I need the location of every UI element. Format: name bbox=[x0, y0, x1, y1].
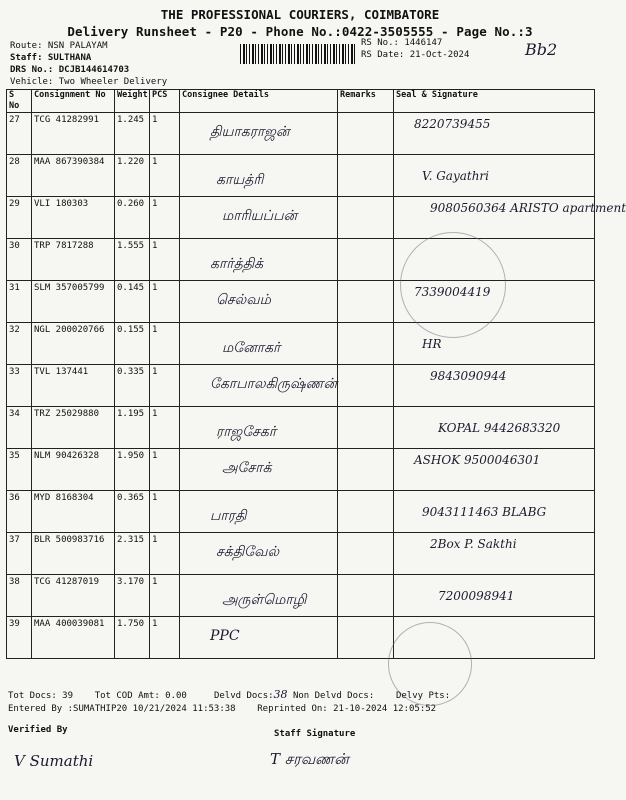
pcs-cell: 1 bbox=[150, 197, 180, 239]
consignee-cell bbox=[180, 155, 338, 197]
weight-cell: 0.365 bbox=[115, 491, 150, 533]
consignee-cell bbox=[180, 449, 338, 491]
runsheet-subtitle: Delivery Runsheet - P20 - Phone No.:0422-3505555 - Page No.:3 bbox=[67, 24, 533, 39]
table-row bbox=[7, 533, 595, 575]
sno-cell: 35 bbox=[7, 449, 32, 491]
footer-totals bbox=[8, 689, 450, 702]
signature-text: ASHOK 9500046301 bbox=[414, 453, 541, 467]
header-right-block bbox=[361, 37, 469, 61]
consignee-cell bbox=[180, 491, 338, 533]
table-row bbox=[7, 365, 595, 407]
pcs-cell: 1 bbox=[150, 239, 180, 281]
vehicle-label: Vehicle: Two Wheeler Delivery bbox=[10, 77, 168, 87]
header-left-block bbox=[10, 40, 167, 88]
signature-text: 7339004419 bbox=[414, 285, 491, 299]
consignee-cell bbox=[180, 113, 338, 155]
company-title: THE PROFESSIONAL COURIERS, COIMBATORE bbox=[160, 7, 440, 22]
staff-signature: T சரவணன் bbox=[270, 750, 349, 768]
pcs-cell: 1 bbox=[150, 449, 180, 491]
col-pcs: PCS bbox=[150, 90, 180, 113]
verifier-signature: V Sumathi bbox=[14, 752, 94, 770]
consignee-name: அசோக் bbox=[222, 460, 272, 476]
consignment-cell: BLR 500983716 bbox=[32, 533, 115, 575]
verified-by-label: Verified By bbox=[8, 725, 68, 735]
pcs-cell: 1 bbox=[150, 491, 180, 533]
signature-text: 9843090944 bbox=[430, 369, 507, 383]
weight-cell: 0.260 bbox=[115, 197, 150, 239]
consignment-cell: TCG 41287019 bbox=[32, 575, 115, 617]
weight-cell: 1.220 bbox=[115, 155, 150, 197]
consignment-cell: TRZ 25029880 bbox=[32, 407, 115, 449]
rs-no: RS No.: 1446147 bbox=[361, 38, 443, 48]
signature-cell bbox=[394, 113, 595, 155]
pcs-cell: 1 bbox=[150, 365, 180, 407]
col-consignee: Consignee Details bbox=[180, 90, 338, 113]
table-row bbox=[7, 491, 595, 533]
weight-cell: 2.315 bbox=[115, 533, 150, 575]
sno-cell: 32 bbox=[7, 323, 32, 365]
consignment-cell: MYD 8168304 bbox=[32, 491, 115, 533]
staff-signature-label: Staff Signature bbox=[274, 729, 356, 739]
runsheet-table bbox=[6, 89, 626, 659]
consignee-cell bbox=[180, 239, 338, 281]
signature-text: 8220739455 bbox=[414, 117, 491, 131]
pcs-cell: 1 bbox=[150, 617, 180, 659]
consignee-name: மாரியப்பன் bbox=[222, 208, 298, 224]
sno-cell: 34 bbox=[7, 407, 32, 449]
signature-text: KOPAL 9442683320 bbox=[438, 421, 561, 435]
table-row bbox=[7, 449, 595, 491]
weight-cell: 0.335 bbox=[115, 365, 150, 407]
remarks-cell bbox=[338, 239, 394, 281]
consignment-cell: VLI 180303 bbox=[32, 197, 115, 239]
weight-cell: 1.555 bbox=[115, 239, 150, 281]
consignee-cell bbox=[180, 575, 338, 617]
consignment-cell: NGL 200020766 bbox=[32, 323, 115, 365]
col-sno: S No bbox=[7, 90, 32, 113]
signature-text: V. Gayathri bbox=[422, 169, 489, 183]
drs-label: DRS No.: DCJB144614703 bbox=[10, 65, 130, 75]
delvy-pts: Delvy Pts: bbox=[395, 691, 451, 701]
tot-cod: Tot COD Amt: 0.00 bbox=[94, 691, 187, 701]
route-label: Route: NSN PALAYAM bbox=[10, 41, 108, 51]
footer-entry bbox=[8, 703, 436, 715]
sno-cell: 28 bbox=[7, 155, 32, 197]
col-remarks: Remarks bbox=[338, 90, 394, 113]
pcs-cell: 1 bbox=[150, 281, 180, 323]
consignee-name: தியாகராஜன் bbox=[210, 124, 290, 140]
consignment-cell: TVL 137441 bbox=[32, 365, 115, 407]
consignee-name: கோபாலகிருஷ்ணன் bbox=[210, 376, 338, 392]
table-row bbox=[7, 113, 595, 155]
sno-cell: 38 bbox=[7, 575, 32, 617]
corner-initials: Bb2 bbox=[525, 40, 558, 59]
remarks-cell bbox=[338, 197, 394, 239]
table-row bbox=[7, 239, 595, 281]
table-row bbox=[7, 197, 595, 239]
signature-cell bbox=[394, 407, 595, 449]
table-row bbox=[7, 155, 595, 197]
sno-cell: 37 bbox=[7, 533, 32, 575]
remarks-cell bbox=[338, 407, 394, 449]
weight-cell: 3.170 bbox=[115, 575, 150, 617]
table-header-row bbox=[7, 90, 595, 113]
consignee-cell bbox=[180, 617, 338, 659]
pcs-cell: 1 bbox=[150, 113, 180, 155]
signature-cell bbox=[394, 533, 595, 575]
sno-cell: 33 bbox=[7, 365, 32, 407]
consignee-name: கார்த்திக் bbox=[210, 256, 264, 272]
consignee-cell bbox=[180, 323, 338, 365]
remarks-cell bbox=[338, 617, 394, 659]
rs-date: RS Date: 21-Oct-2024 bbox=[361, 50, 470, 60]
sno-cell: 36 bbox=[7, 491, 32, 533]
consignee-name: PPC bbox=[210, 628, 240, 644]
signature-text: 9043111463 BLABG bbox=[422, 505, 547, 519]
consignment-cell: SLM 357005799 bbox=[32, 281, 115, 323]
consignment-cell: TRP 7817288 bbox=[32, 239, 115, 281]
pcs-cell: 1 bbox=[150, 533, 180, 575]
col-signature: Seal & Signature bbox=[394, 90, 595, 113]
weight-cell: 1.950 bbox=[115, 449, 150, 491]
sno-cell: 39 bbox=[7, 617, 32, 659]
consignee-cell bbox=[180, 197, 338, 239]
sno-cell: 30 bbox=[7, 239, 32, 281]
remarks-cell bbox=[338, 365, 394, 407]
tot-docs: Tot Docs: 39 bbox=[8, 691, 74, 701]
remarks-cell bbox=[338, 491, 394, 533]
remarks-cell bbox=[338, 449, 394, 491]
table-row bbox=[7, 407, 595, 449]
sno-cell: 31 bbox=[7, 281, 32, 323]
consignee-name: செல்வம் bbox=[216, 292, 271, 308]
consignment-cell: MAA 867390384 bbox=[32, 155, 115, 197]
weight-cell: 0.145 bbox=[115, 281, 150, 323]
table-row bbox=[7, 575, 595, 617]
weight-cell: 1.750 bbox=[115, 617, 150, 659]
barcode bbox=[240, 44, 355, 64]
signature-text: HR bbox=[422, 337, 442, 351]
signature-text: 7200098941 bbox=[438, 589, 515, 603]
consignee-cell bbox=[180, 407, 338, 449]
consignee-name: சக்திவேல் bbox=[216, 544, 280, 560]
sno-cell: 29 bbox=[7, 197, 32, 239]
consignee-name: பாரதி bbox=[210, 508, 247, 524]
remarks-cell bbox=[338, 155, 394, 197]
consignee-name: அருள்மொழி bbox=[222, 592, 307, 608]
signature-cell bbox=[394, 365, 595, 407]
signature-cell bbox=[394, 575, 595, 617]
staff-label: Staff: SULTHANA bbox=[10, 53, 92, 63]
remarks-cell bbox=[338, 575, 394, 617]
signature-cell bbox=[394, 491, 595, 533]
pcs-cell: 1 bbox=[150, 575, 180, 617]
signature-cell bbox=[394, 155, 595, 197]
consignment-cell: MAA 400039081 bbox=[32, 617, 115, 659]
consignee-cell bbox=[180, 533, 338, 575]
weight-cell: 1.195 bbox=[115, 407, 150, 449]
signature-text: 2Box P. Sakthi bbox=[430, 537, 517, 551]
pcs-cell: 1 bbox=[150, 407, 180, 449]
reprinted-on: Reprinted On: 21-10-2024 12:05:52 bbox=[257, 704, 437, 714]
consignee-name: மனோகர் bbox=[222, 340, 281, 356]
table-row bbox=[7, 281, 595, 323]
delvd-docs-count: 38 bbox=[273, 688, 288, 701]
entered-by: Entered By :SUMATHIP20 10/21/2024 11:53:38 bbox=[8, 704, 236, 714]
signature-text: 9080560364 ARISTO apartment bbox=[430, 201, 626, 215]
consignee-cell bbox=[180, 281, 338, 323]
consignee-cell bbox=[180, 365, 338, 407]
remarks-cell bbox=[338, 323, 394, 365]
pcs-cell: 1 bbox=[150, 155, 180, 197]
sno-cell: 27 bbox=[7, 113, 32, 155]
consignee-name: ராஜசேகர் bbox=[216, 424, 277, 440]
weight-cell: 1.245 bbox=[115, 113, 150, 155]
pcs-cell: 1 bbox=[150, 323, 180, 365]
seal-stamp bbox=[400, 232, 506, 338]
table-row bbox=[7, 617, 595, 659]
delvd-docs: Delvd Docs: bbox=[213, 691, 274, 701]
signature-cell bbox=[394, 197, 626, 239]
weight-cell: 0.155 bbox=[115, 323, 150, 365]
signature-cell bbox=[394, 449, 595, 491]
remarks-cell bbox=[338, 113, 394, 155]
non-delvd-docs: Non Delvd Docs: bbox=[292, 691, 375, 701]
table-row bbox=[7, 323, 595, 365]
consignee-name: காயத்ரி bbox=[216, 172, 264, 188]
remarks-cell bbox=[338, 533, 394, 575]
col-weight: Weight bbox=[115, 90, 150, 113]
col-consignment: Consignment No bbox=[32, 90, 115, 113]
consignment-cell: TCG 41282991 bbox=[32, 113, 115, 155]
consignment-cell: NLM 90426328 bbox=[32, 449, 115, 491]
remarks-cell bbox=[338, 281, 394, 323]
